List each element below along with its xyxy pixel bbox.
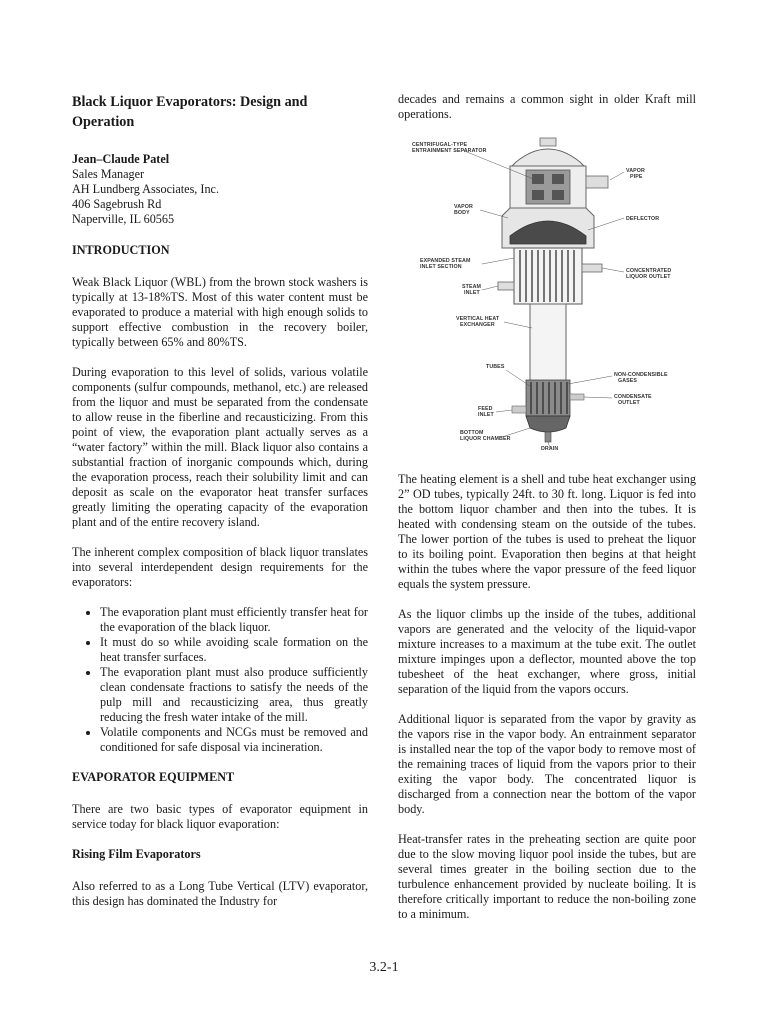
label-bottom-2: LIQUOR CHAMBER [460,436,511,442]
label-steam-2: INLET [464,290,480,296]
separator-vane [532,190,544,200]
list-item: • The evaporation plant must efficiently transfer heat for the evaporation of the black liquor. [100,605,368,635]
label-vhe-1: VERTICAL HEAT [456,316,500,322]
separator-vane [552,174,564,184]
lower-tubes [531,382,567,414]
left-column [72,92,368,924]
bottom-liquor-chamber [526,416,570,432]
label-ncg-1: NON-CONDENSIBLE [614,372,668,378]
label-vapor-pipe-1: VAPOR [626,168,645,174]
label-vhe-2: EXCHANGER [460,322,495,328]
right-paragraph-1: The heating element is a shell and tube heat exchanger using 2” OD tubes, typically 24ft. to 30 ft. long. Liquor is fed into the bottom liquor chamber and then into the tubes. It is heated with condensing steam on the outside of the tubes. The lower portion of the tubes is used to preheat the liquor to its boiling point. Evaporation then begins at that height within the tubes where the vapor pressure of the feed liquor equals the system pressure. [398,472,696,591]
label-centrifugal-2: ENTRAINMENT SEPARATOR [412,148,487,154]
requirements-list [72,605,368,755]
rising-film-heading: Rising Film Evaporators [72,847,201,861]
list-item: • Volatile components and NCGs must be removed and conditioned for safe disposal via incineration. [100,725,368,755]
author-street: 406 Sagebrush Rd [72,197,162,211]
lower-tube-bundle [526,380,570,416]
upper-tube-bundle [514,248,582,304]
label-steam-1: STEAM [462,284,482,290]
label-vapor-body-2: BODY [454,210,470,216]
author-name: Jean–Claude Patel [72,152,170,166]
intro-heading: INTRODUCTION [72,243,170,257]
right-paragraph-2: As the liquor climbs up the inside of the tubes, additional vapors are generated and the velocity of the liquid-vapor mixture increases to a maximum at the tube exit. The outlet mixture impinges upon a deflector, mounted above the top tubesheet of the heat exchanger, where gross, initial separation of the liquid from the vapors occurs. [398,607,696,696]
label-bottom-1: BOTTOM [460,430,484,436]
label-conc-liquor-1: CONCENTRATED [626,268,672,274]
rising-film-paragraph: Also referred to as a Long Tube Vertical (LTV) evaporator, this design has dominated the Industry for [72,879,368,908]
page-number: 3.2-1 [369,960,399,975]
equipment-paragraph: There are two basic types of evaporator equipment in service today for black liquor evaporation: [72,802,368,831]
rising-film-continuation: decades and remains a common sight in older Kraft mill operations. [398,92,696,121]
author-company: AH Lundberg Associates, Inc. [72,182,220,196]
label-feed-1: FEED [478,406,493,412]
author-role: Sales Manager [72,167,145,181]
label-tubes: TUBES [486,364,505,370]
ltv-evaporator-diagram [398,132,696,452]
label-vapor-body-1: VAPOR [454,204,473,210]
drain-nozzle [545,432,551,442]
author-block [72,152,368,227]
label-condensate-2: OUTLET [618,400,640,406]
label-conc-liquor-2: LIQUOR OUTLET [626,274,671,280]
right-paragraph-3: Additional liquor is separated from the vapor by gravity as the vapors rise in the vapor body. An entrainment separator is installed near the top of the vapor body to remove most of the remaining traces of liquid from the vapors prior to their exiting the vapor body. The concentrated liquor is discharged from a connection near the bottom of the vapor body. [398,712,696,816]
separator-vane [552,190,564,200]
right-column [398,92,696,937]
label-feed-2: INLET [478,412,494,418]
label-expanded-2: INLET SECTION [420,264,462,270]
ltv-evaporator-figure [398,132,696,452]
vapor-pipe [586,176,608,188]
label-deflector: DEFLECTOR [626,216,660,222]
condensate-outlet-nozzle [570,394,584,400]
equipment-heading: EVAPORATOR EQUIPMENT [72,770,235,784]
list-item: • The evaporation plant must also produce sufficiently clean condensate fractions to satisfy the needs of the pulp mill and recausticizing area, thus greatly reducing the fresh water intake of the mill. [100,665,368,725]
right-paragraph-4: Heat-transfer rates in the preheating section are quite poor due to the slow moving liquor pool inside the tubes, but are several times greater in the boiling section due to the turbulence enhancement provided by nucleate boiling. It is therefore critically important to reduce the non-boiling zone to a minimum. [398,832,696,921]
intro-paragraph-3: The inherent complex composition of black liquor translates into several interdependent design requirements for the evaporators: [72,545,368,589]
feed-inlet-nozzle [512,406,526,413]
label-vapor-pipe-2: PIPE [630,174,643,180]
paper-title: Black Liquor Evaporators: Design and Operation [72,94,308,130]
top-dome [512,149,584,166]
label-ncg-2: GASES [618,378,638,384]
label-condensate-1: CONDENSATE [614,394,652,400]
label-expanded-1: EXPANDED STEAM [420,258,471,264]
intro-paragraph-2: During evaporation to this level of solids, various volatile components (sulfur compounds, methanol, etc.) are released from the liquor and must be separated from the condensate to allow reuse in the fiberline and recausticizing. From this point of view, the evaporation plant actually serves as a “water factory” within the mill. Black liquor also contains a substantial fraction of inorganic compounds which, during the evaporation process, reach their solubility limit and can deposit as scale on the evaporator heat transfer surfaces greatly limiting the operating capacity of the evaporation plant and of the entire recovery island. [72,365,368,529]
label-drain: DRAIN [541,446,559,452]
top-nozzle [540,138,556,146]
label-centrifugal-1: CENTRIFUGAL-TYPE [412,142,468,148]
intro-paragraph-1: Weak Black Liquor (WBL) from the brown stock washers is typically at 13-18%TS. Most of this water content must be evaporated to produce a material with high enough solids to support effective combustion in the recovery boiler, typically between 65% and 80%TS. [72,275,368,349]
steam-inlet-nozzle [498,282,514,290]
list-item: • It must do so while avoiding scale formation on the heat transfer surfaces. [100,635,368,665]
author-city: Naperville, IL 60565 [72,212,175,226]
liquor-outlet-nozzle [582,264,602,272]
